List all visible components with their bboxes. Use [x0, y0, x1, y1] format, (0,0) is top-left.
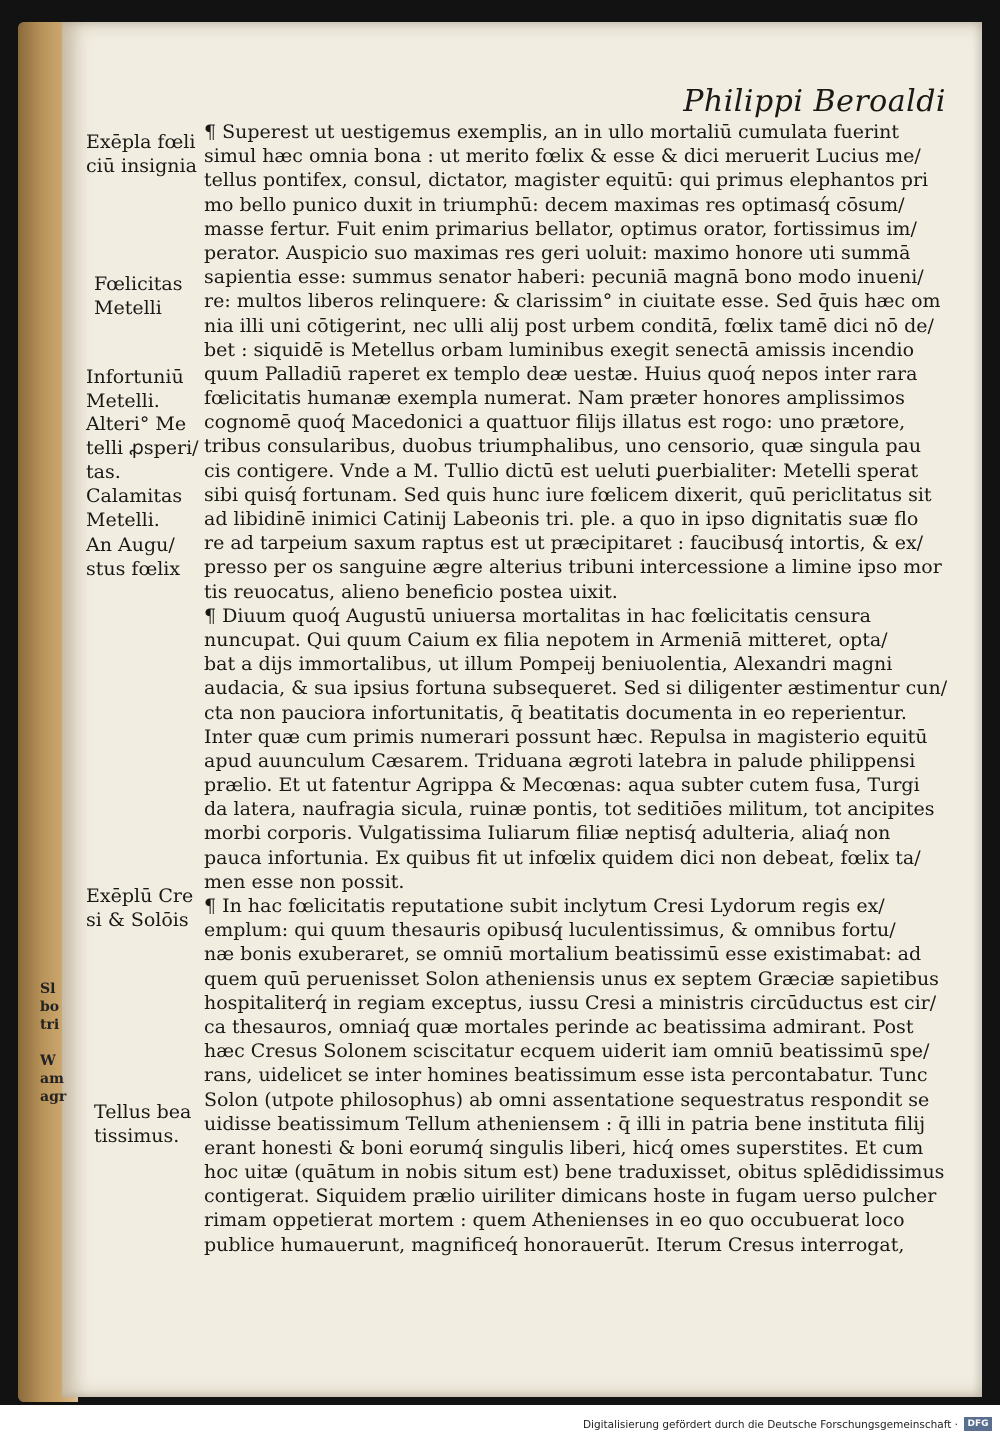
text-line: sapientia esse: summus senator haberi: pecuniā magnā bono modo inueni/ — [204, 266, 924, 289]
text-line: audacia, & sua ipsius fortuna subsequeret. Sed si diligenter æstimentur cun/ — [204, 677, 948, 700]
text-line: næ bonis exuberaret, se omniū mortalium beatissimū esse existimabat: ad — [204, 943, 922, 966]
body-text — [204, 120, 964, 1257]
text-line: rans, uidelicet se inter homines beatissimum esse ista percontabatur. Tunc — [204, 1064, 928, 1087]
text-line: simul hæc omnia bona : ut merito fœlix & esse & dici meruerit Lucius me/ — [204, 145, 921, 168]
text-line: fœlicitatis humanæ exempla numerat. Nam præter honores amplissimos — [204, 387, 905, 410]
margin-note: Fœlicitas Metelli — [94, 273, 183, 319]
footer-bar — [0, 1405, 1000, 1440]
text-line: nia illi uni cōtigerint, nec ulli alij post urbem conditā, fœlix tamē dici nō de/ — [204, 314, 934, 337]
text-line: bat a dijs immortalibus, ut illum Pompeij beniuolentia, Alexandri magni — [204, 653, 893, 676]
text-line: nuncupat. Qui quum Caium ex filia nepotem in Armeniā mitteret, opta/ — [204, 628, 888, 651]
text-line: re: multos liberos relinquere: & clarissim° in ciuitate esse. Sed q̄uis hæc om — [204, 290, 941, 313]
adjacent-page-bleed: Sl bo tri W am agr — [40, 981, 67, 1105]
text-line: cta non pauciora infortunitatis, q̄ beatitatis documenta in eo reperientur. — [204, 701, 907, 724]
margin-note: Exēpla fœli ciū insignia — [86, 131, 197, 177]
margin-note: Alteri° Me telli ꝓsperi/ tas. — [86, 413, 199, 483]
text-line: presso per os sanguine ægre alterius tribuni intercessione a limine ipso mor — [204, 556, 942, 579]
text-line: morbi corporis. Vulgatissima Iuliarum filiæ neptisq́ adulteria, aliaq́ non — [204, 822, 891, 845]
margin-note: Tellus bea tissimus. — [94, 1101, 192, 1147]
text-line: men esse non possit. — [204, 870, 405, 893]
text-line: re ad tarpeium saxum raptus est ut præcipitaret : faucibusq́ intortis, & ex/ — [204, 532, 924, 555]
text-line: quem quū peruenisset Solon atheniensis unus ex septem Græciæ sapietibus — [204, 967, 939, 990]
running-header: Philippi Beroaldi — [683, 84, 946, 119]
text-line: tribus consularibus, duobus triumphalibus, uno censorio, quæ singula pau — [204, 435, 922, 458]
text-line: hæc Cresus Solonem sciscitatur ecquem uiderit iam omniū beatissimū spe/ — [204, 1040, 930, 1063]
text-line: erant honesti & boni eorumq́ singulis liberi, hicq́ omes superstites. Et cum — [204, 1136, 924, 1159]
text-line: apud auunculum Cæsarem. Triduana ægroti latebra in palude philippensi — [204, 749, 916, 772]
margin-note: Exēplū Cre si & Solōis — [86, 885, 194, 931]
text-line: tellus pontifex, consul, dictator, magister equitū: qui primus elephantos pri — [204, 169, 929, 192]
text-line: masse fertur. Fuit enim primarius bellator, optimus orator, fortissimus im/ — [204, 217, 917, 240]
text-line: ¶ In hac fœlicitatis reputatione subit inclytum Cresi Lydorum regis ex/ — [204, 895, 885, 917]
text-line: rimam oppetierat mortem : quem Athenienses in eo quo occubuerat loco — [204, 1209, 905, 1232]
text-line: cis contigere. Vnde a M. Tullio dictū est ueluti ꝑuerbialiter: Metelli sperat — [204, 459, 919, 482]
dfg-logo: DFG — [964, 1417, 992, 1431]
text-line: prælio. Et ut fatentur Agrippa & Mecœnas: aqua subter cutem fusa, Turgi — [204, 774, 920, 797]
text-line: Solon (utpote philosophus) ab omni assentatione sequestratus respondit se — [204, 1088, 930, 1111]
funding-credit: Digitalisierung gefördert durch die Deutsche Forschungsgemeinschaft · — [582, 1419, 958, 1431]
text-line: quum Palladiū raperet ex templo deæ uestæ. Huius quoq́ nepos inter rara — [204, 362, 918, 385]
book-page — [62, 22, 982, 1397]
text-line: hospitaliterq́ in regiam exceptus, iussu Cresi a ministris circūductus est cir/ — [204, 991, 937, 1014]
text-line: tis reuocatus, alieno beneficio postea uixit. — [204, 580, 618, 603]
text-line: bet : siquidē is Metellus orbam luminibus exegit senectā amissis incendio — [204, 338, 915, 361]
text-line: publice humauerunt, magnificeq́ honorauerūt. Iterum Cresus interrogat, — [204, 1233, 905, 1256]
text-line: Inter quæ cum primis numerari possunt hæc. Repulsa in magisterio equitū — [204, 725, 928, 748]
text-line: ¶ Superest ut uestigemus exemplis, an in ullo mortaliū cumulata fuerint — [204, 121, 900, 143]
text-line: sibi quisq́ fortunam. Sed quis hunc iure fœlicem dixerit, quū periclitatus sit — [204, 483, 932, 506]
text-line: uidisse beatissimum Tellum atheniensem : q̄ illi in patria bene instituta filij — [204, 1112, 926, 1135]
margin-note: Calamitas Metelli. — [86, 485, 183, 531]
text-line: cognomē quoq́ Macedonici a quattuor filijs illatus est rogo: uno prætore, — [204, 411, 906, 434]
text-line: perator. Auspicio suo maximas res geri uoluit: maximo honore uti summā — [204, 241, 911, 264]
text-line: pauca infortunia. Ex quibus fit ut infœlix quidem dici non debeat, fœlix ta/ — [204, 846, 921, 869]
text-line: mo bello punico duxit in triumphū: decem maximas res optimasq́ cōsum/ — [204, 193, 905, 216]
text-line: hoc uitæ (quātum in nobis situm est) bene traduxisset, obitus splēdidissimus — [204, 1161, 945, 1184]
text-line: da latera, naufragia sicula, ruinæ pontis, tot seditiōes militum, tot ancipites — [204, 798, 935, 821]
margin-note: Infortuniū Metelli. — [86, 366, 184, 412]
text-line: emplum: qui quum thesauris opibusq́ luculentissimus, & omnibus fortu/ — [204, 919, 896, 942]
text-line: contigerat. Siquidem prælio uiriliter dimicans hoste in fugam uerso pulcher — [204, 1185, 937, 1208]
margin-note: An Augu/ stus fœlix — [86, 534, 181, 580]
text-line: ad libidinē inimici Catinij Labeonis tri. ple. a quo in ipso dignitatis suæ flo — [204, 508, 919, 530]
text-line: ca thesauros, omniaq́ quæ mortales perinde ac beatissima admirant. Post — [204, 1015, 914, 1038]
text-line: ¶ Diuum quoq́ Augustū uniuersa mortalitas in hac fœlicitatis censura — [204, 604, 871, 627]
